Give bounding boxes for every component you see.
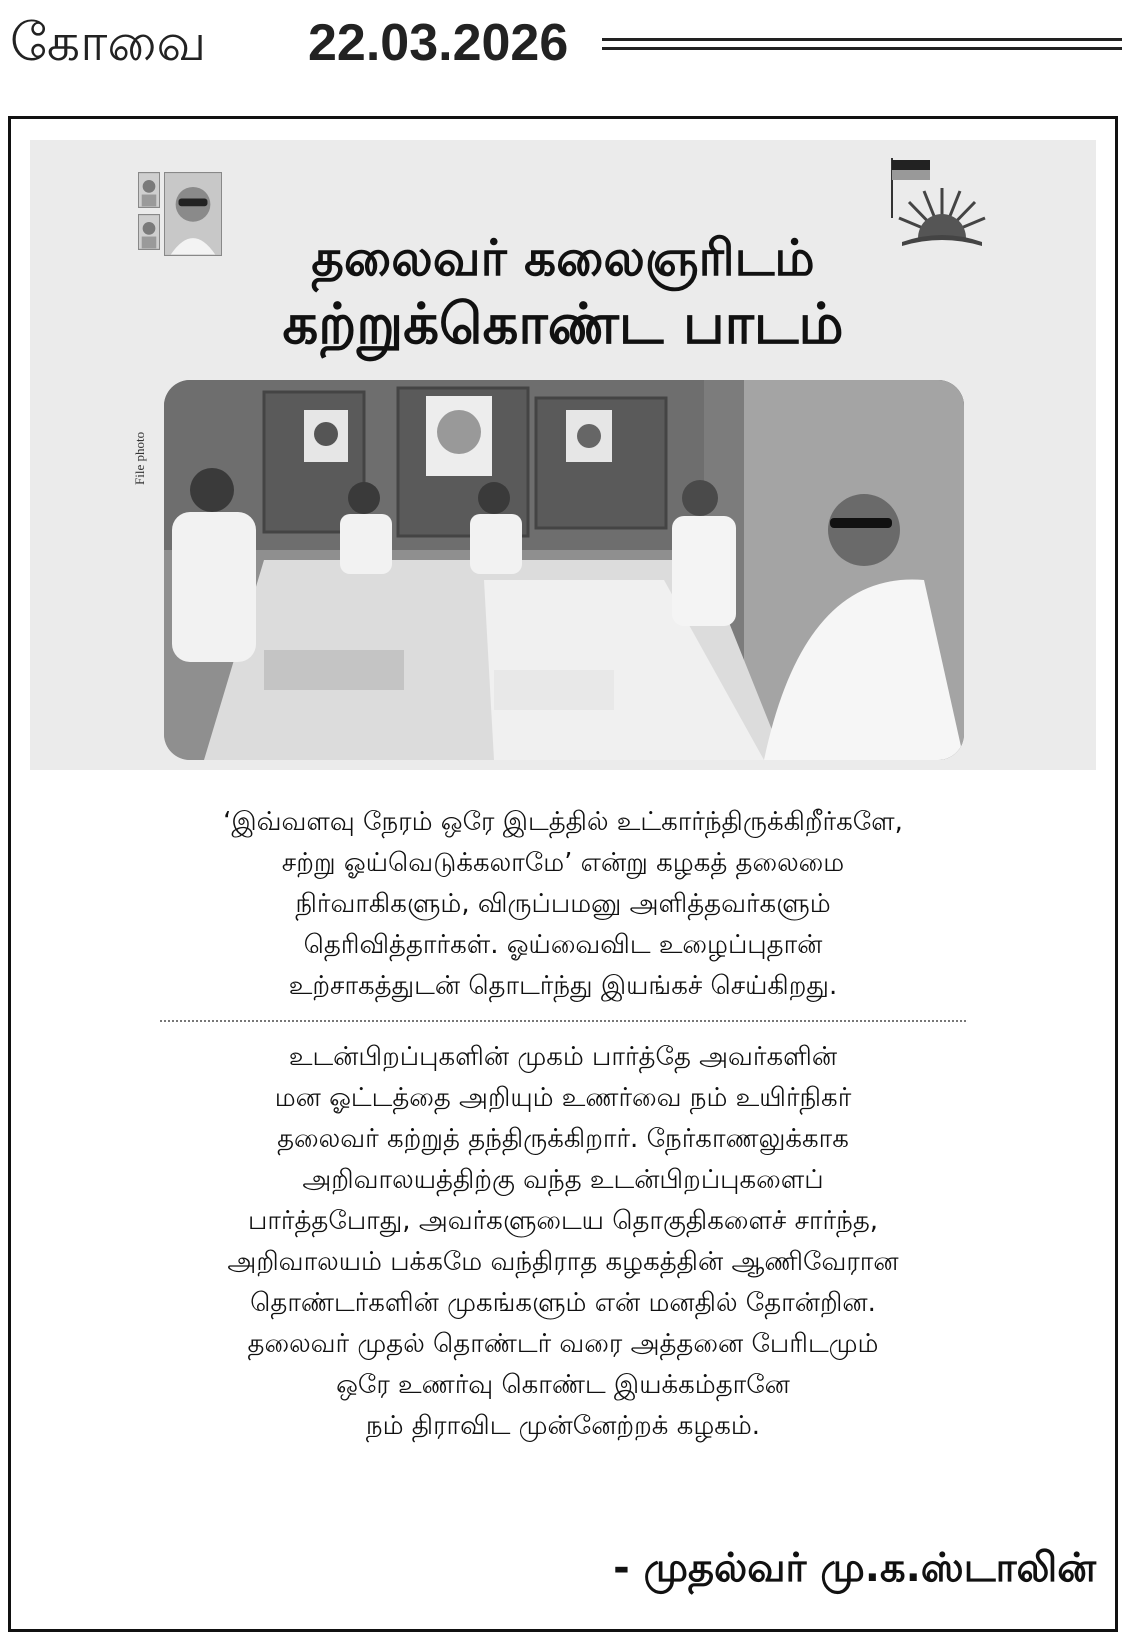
masthead-city: கோவை: [10, 13, 207, 73]
body-line-8: தலைவர் முதல் தொண்டர் வரை அத்தனை பேரிடமும்: [247, 1329, 879, 1359]
headline-line-1: தலைவர் கலைஞரிடம்: [311, 229, 815, 287]
dotted-divider: [160, 1020, 966, 1022]
quote-line-4: தெரிவித்தார்கள். ஓய்வைவிட உழைப்புதான்: [303, 930, 823, 960]
masthead-date: 22.03.2026: [308, 14, 569, 72]
body-line-7: தொண்டர்களின் முகங்களும் என் மனதில் தோன்றின.: [250, 1288, 876, 1318]
body-line-5: பார்த்தபோது, அவர்களுடைய தொகுதிகளைச் சார்ந்த,: [247, 1206, 879, 1236]
quote-paragraph: [40, 802, 1086, 1007]
body-line-6: அறிவாலயம் பக்கமே வந்திராத கழகத்தின் ஆணிவேரான: [227, 1247, 899, 1277]
signature: - முதல்வர் மு.க.ஸ்டாலின்: [613, 1545, 1096, 1591]
body-paragraph: [40, 1037, 1086, 1447]
masthead-rule: [602, 38, 1122, 50]
body-line-3: தலைவர் கற்றுத் தந்திருக்கிறார். நேர்காணலுக்காக: [277, 1124, 849, 1154]
quote-line-1: ‘இவ்வளவு நேரம் ஒரே இடத்தில் உட்கார்ந்திருக்கிறீர்களே,: [223, 807, 903, 837]
meeting-photo: [164, 380, 964, 760]
masthead: [0, 0, 1126, 90]
portrait-small-top: [138, 172, 160, 208]
body-line-1: உடன்பிறப்புகளின் முகம் பார்த்தே அவர்களின்: [288, 1042, 838, 1072]
body-line-9: ஒரே உணர்வு கொண்ட இயக்கம்தானே: [336, 1370, 790, 1400]
quote-line-3: நிர்வாகிகளும், விருப்பமனு அளித்தவர்களும்: [295, 889, 831, 919]
body-line-4: அறிவாலயத்திற்கு வந்த உடன்பிறப்புகளைப்: [302, 1165, 824, 1195]
quote-line-2: சற்று ஓய்வெடுக்கலாமே’ என்று கழகத் தலைமை: [281, 848, 845, 878]
quote-line-5: உற்சாகத்துடன் தொடர்ந்து இயங்கச் செய்கிறது.: [288, 971, 838, 1001]
headline-line-2: கற்றுக்கொண்ட பாடம்: [282, 292, 844, 357]
body-line-10: நம் திராவிட முன்னேற்றக் கழகம்.: [365, 1411, 761, 1441]
body-line-2: மன ஓட்டத்தை அறியும் உணர்வை நம் உயிர்நிகர்: [274, 1083, 852, 1113]
photo-credit: File photo: [132, 431, 147, 485]
